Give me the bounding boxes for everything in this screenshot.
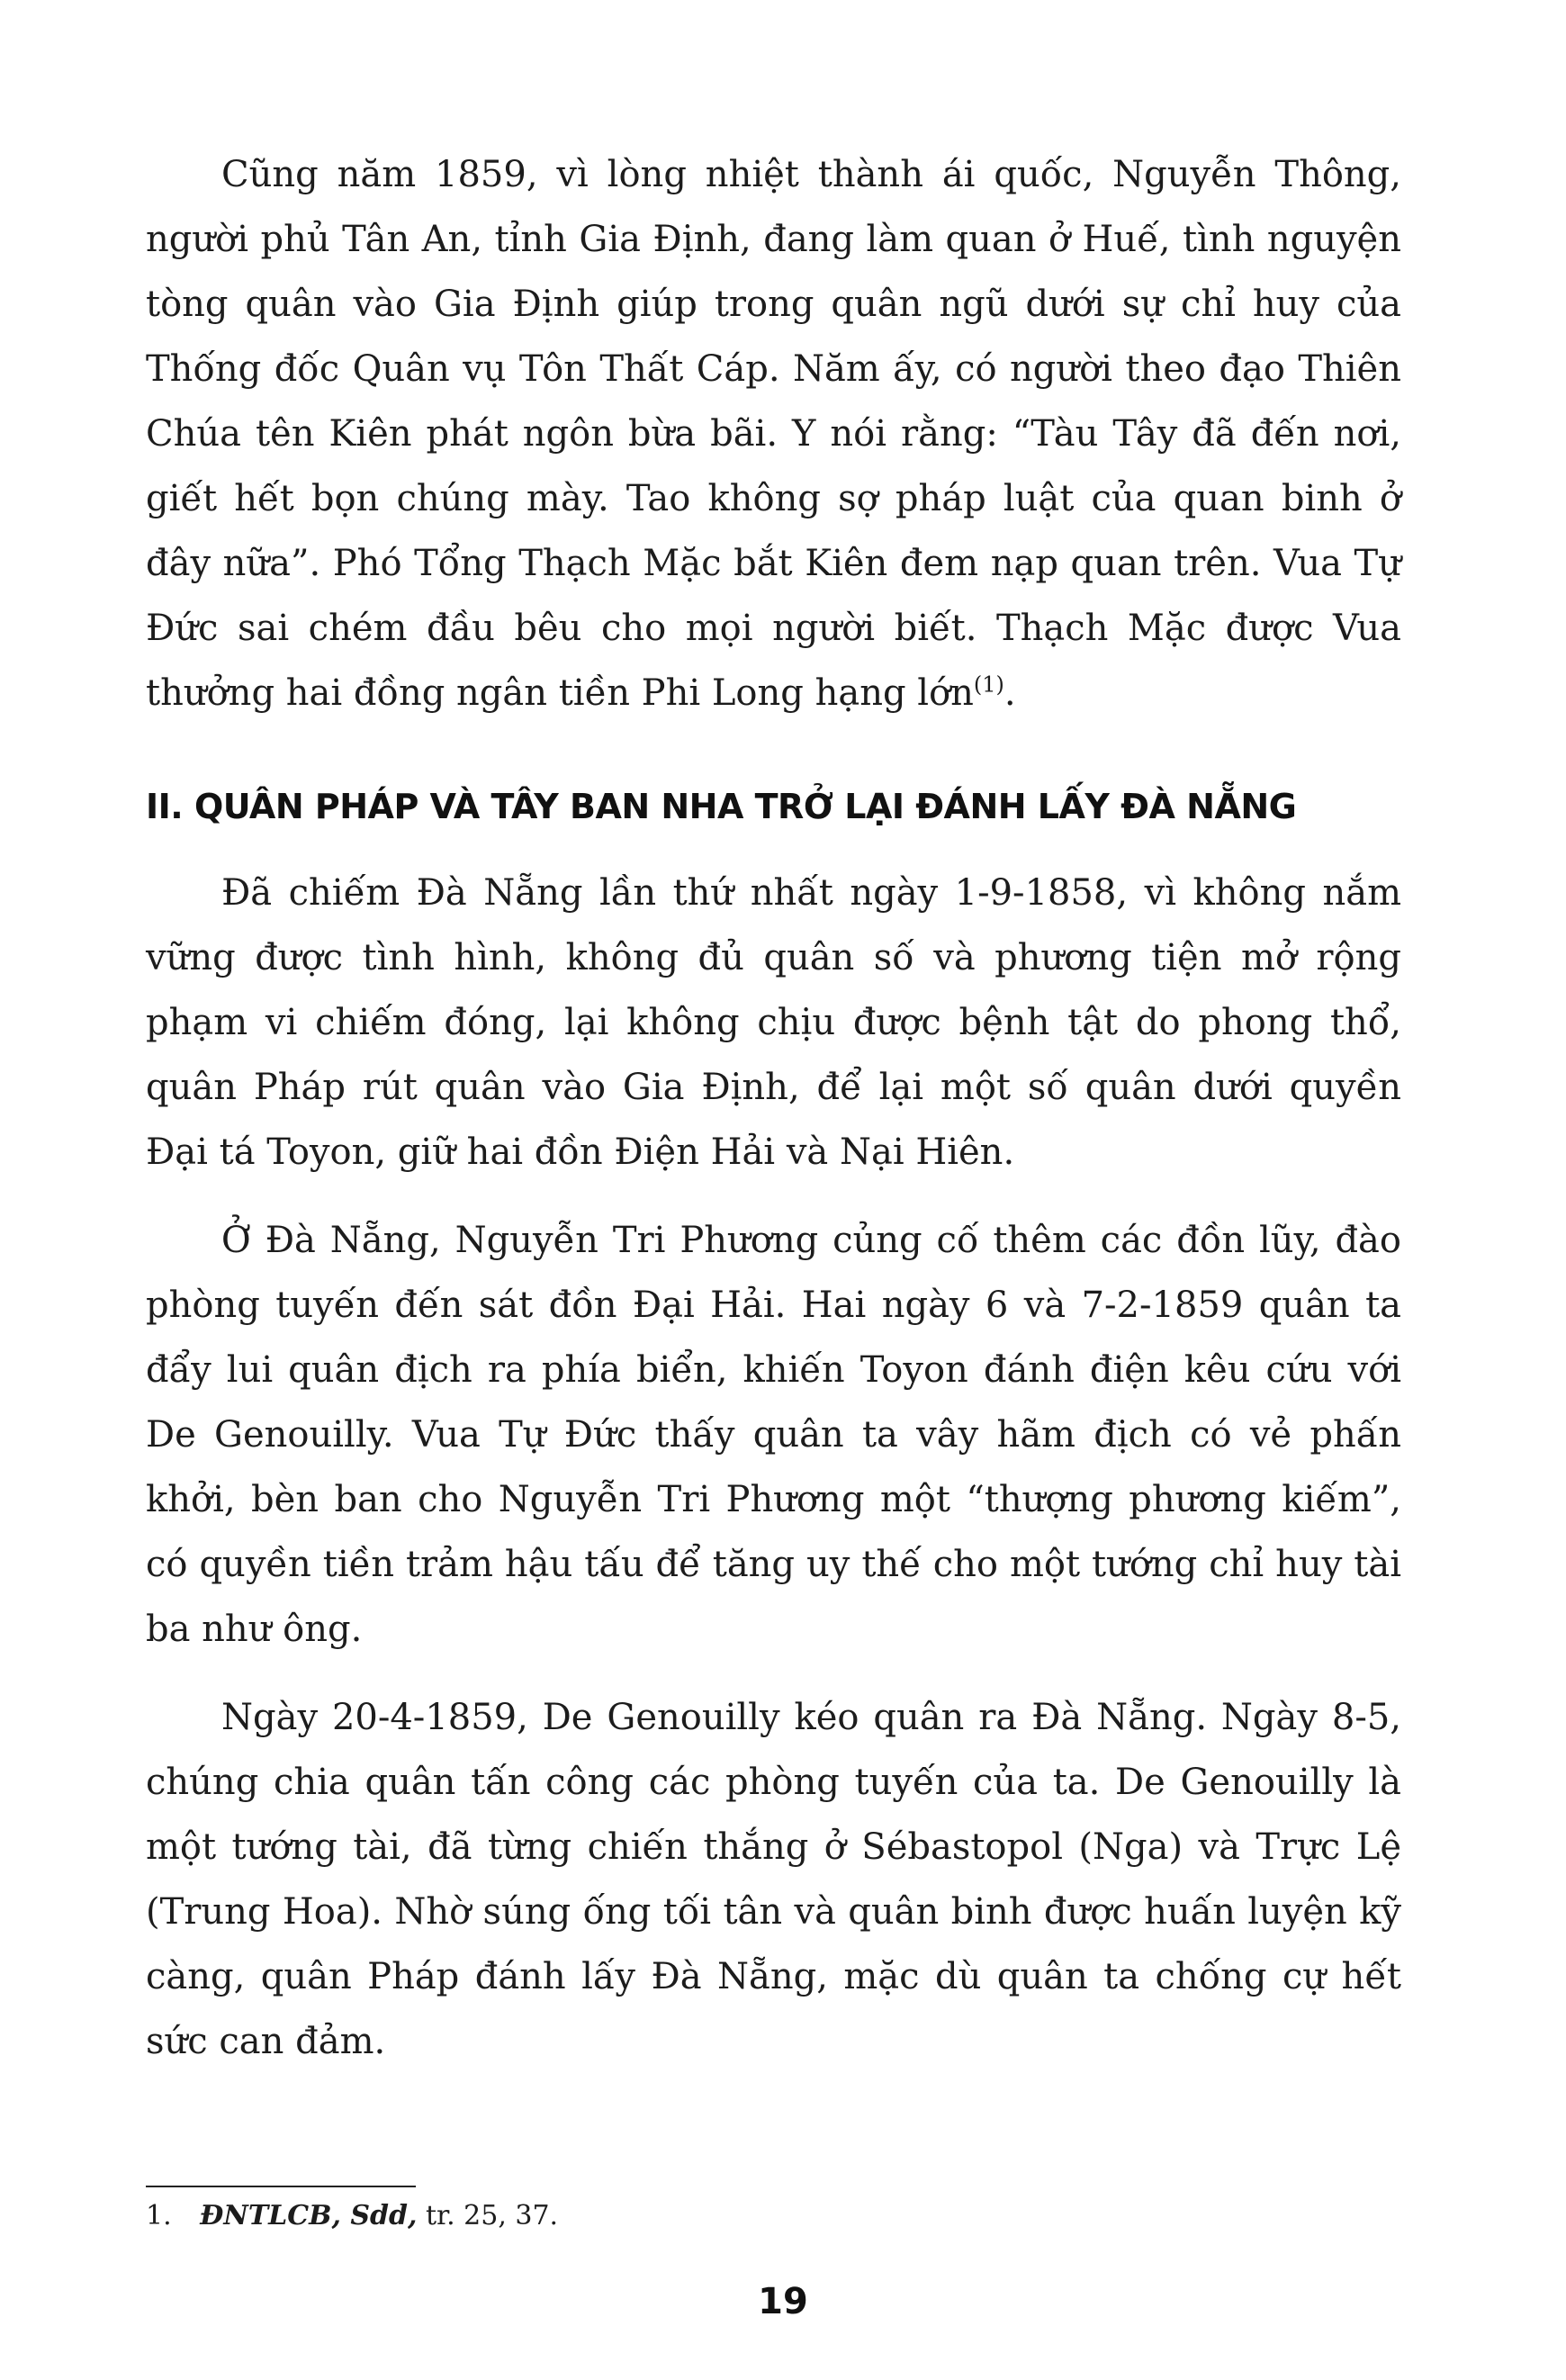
footnote-number: 1. bbox=[146, 2200, 172, 2231]
paragraph-4: Ngày 20-4-1859, De Genouilly kéo quân ra Đà Nẵng. Ngày 8-5, chúng chia quân tấn công các phòng tuyến của ta. De Genouilly là một tướng tài, đã từng chiến thắng ở Sébastopol (Nga) và Trực Lệ (Trung Hoa). Nhờ súng ống tối tân và quân binh được huấn luyện kỹ càng, quân Pháp đánh lấy Đà Nẵng, mặc dù quân ta chống cự hết sức can đảm. bbox=[146, 1697, 1401, 2062]
page-number: 19 bbox=[758, 2281, 808, 2322]
paragraph-3: Ở Đà Nẵng, Nguyễn Tri Phương củng cố thêm các đồn lũy, đào phòng tuyến đến sát đồn Đại Hải. Hai ngày 6 và 7-2-1859 quân ta đẩy lui quân địch ra phía biển, khiến Toyon đánh điện kêu cứu với De Genouilly. Vua Tự Đức thấy quân ta vây hãm địch có vẻ phấn khởi, bèn ban cho Nguyễn Tri Phương một “thượng phương kiếm”, có quyền tiền trảm hậu tấu để tăng uy thế cho một tướng chỉ huy tài ba như ông. bbox=[146, 1220, 1401, 1650]
paragraph-gap bbox=[146, 1185, 1401, 1208]
paragraph-1-text: Cũng năm 1859, vì lòng nhiệt thành ái quốc, Nguyễn Thông, người phủ Tân An, tỉnh Gia Định, đang làm quan ở Huế, tình nguyện tòng quân vào Gia Định giúp trong quân ngũ dưới sự chỉ huy của Thống đốc Quân vụ Tôn Thất Cáp. Năm ấy, có người theo đạo Thiên Chúa tên Kiên phát ngôn bừa bãi. Y nói rằng: “Tàu Tây đã đến nơi, giết hết bọn chúng mày. Tao không sợ pháp luật của quan binh ở đây nữa”. Phó Tổng Thạch Mặc bắt Kiên đem nạp quan trên. Vua Tự Đức sai chém đầu bêu cho mọi người biết. Thạch Mặc được Vua thưởng hai đồng ngân tiền Phi Long hạng lớn bbox=[146, 154, 1401, 714]
footnote-source: ĐNTLCB, Sdd, bbox=[200, 2200, 418, 2231]
section-heading: II. QUÂN PHÁP VÀ TÂY BAN NHA TRỞ LẠI ĐÁNH LẤY ĐÀ NẴNG bbox=[146, 787, 1297, 826]
paragraph-1-end: . bbox=[1004, 672, 1016, 714]
page-body bbox=[146, 142, 1401, 2074]
footnote-divider bbox=[146, 2186, 416, 2187]
footnote-marker[interactable]: (1) bbox=[973, 672, 1004, 698]
paragraph-1 bbox=[146, 142, 1401, 726]
paragraph-2: Đã chiếm Đà Nẵng lần thứ nhất ngày 1-9-1858, vì không nắm vững được tình hình, không đủ quân số và phương tiện mở rộng phạm vi chiếm đóng, lại không chịu được bệnh tật do phong thổ, quân Pháp rút quân vào Gia Định, để lại một số quân dưới quyền Đại tá Toyon, giữ hai đồn Điện Hải và Nại Hiên. bbox=[146, 872, 1401, 1173]
footnote-pages: tr. 25, 37. bbox=[425, 2200, 559, 2231]
paragraph-gap bbox=[146, 1662, 1401, 1685]
footnote bbox=[146, 2196, 558, 2236]
